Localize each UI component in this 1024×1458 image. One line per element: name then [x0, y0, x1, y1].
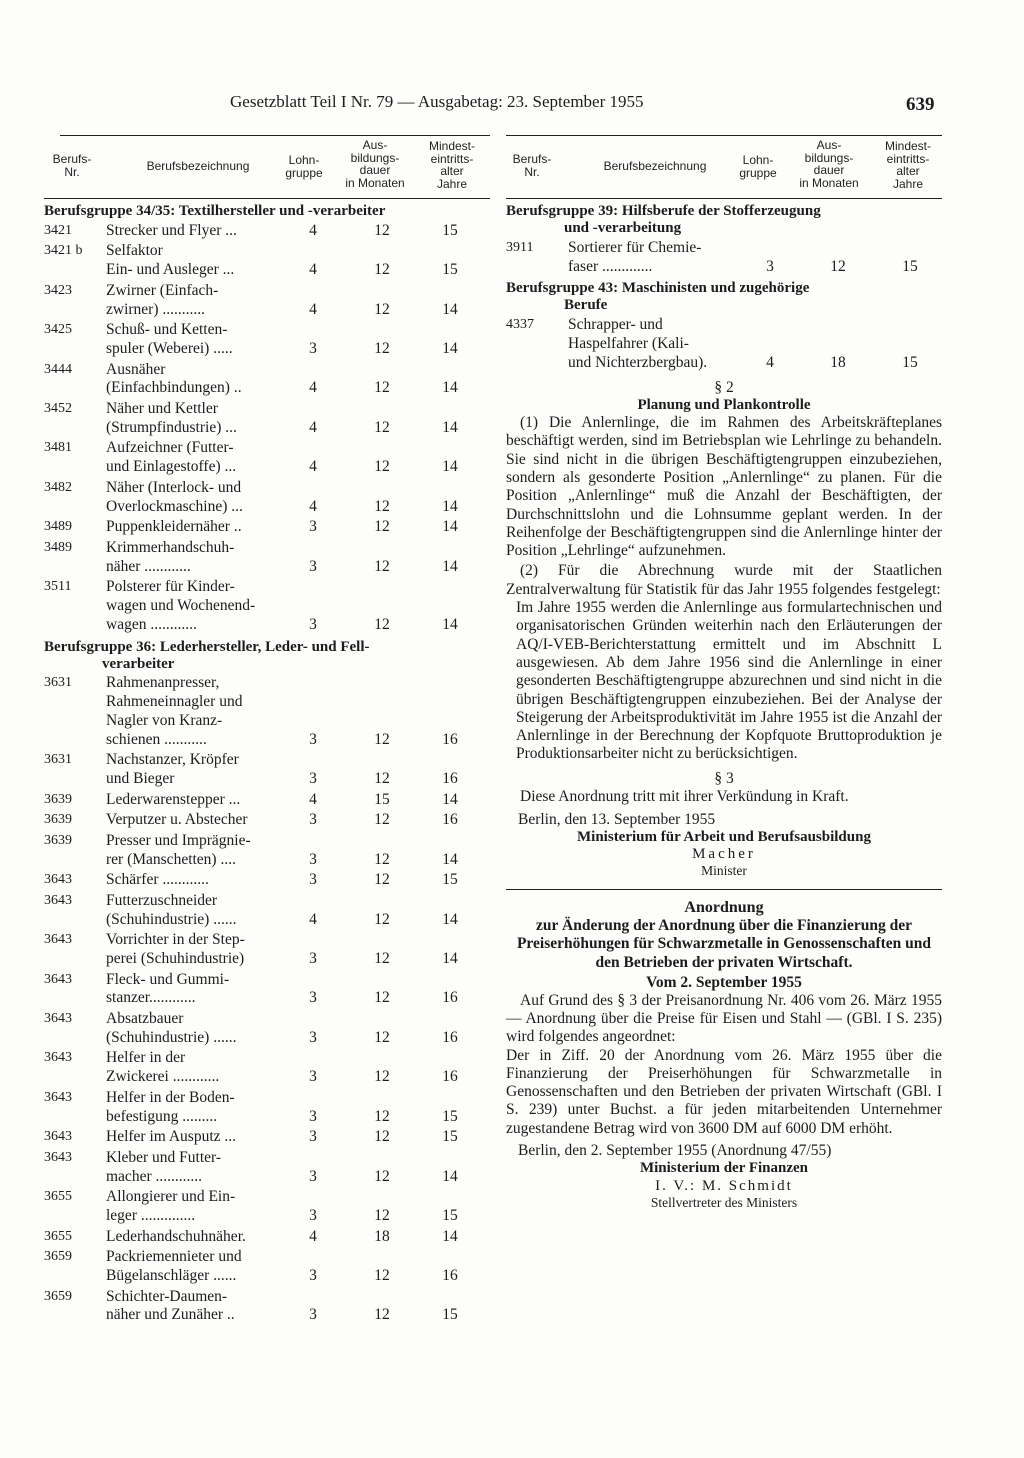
col-header-nr: Berufs- Nr.	[52, 152, 92, 179]
occupation-name-line: macher ............	[106, 1167, 202, 1185]
occupation-group-title	[44, 639, 490, 673]
min-entry-age: 16	[442, 770, 458, 788]
occupation-name-line: Aufzeichner (Futter-	[106, 439, 234, 457]
min-entry-age: 14	[442, 557, 458, 575]
min-entry-age: 15	[442, 871, 458, 889]
wage-group: 4	[309, 1227, 317, 1245]
occupation-number: 3655	[44, 1189, 72, 1205]
training-months: 18	[830, 353, 846, 371]
occupation-number: 3643	[44, 1089, 72, 1105]
wage-group: 4	[766, 353, 774, 371]
group-title-line: und -verarbeitung	[564, 220, 682, 236]
table-header	[506, 136, 942, 198]
training-months: 12	[374, 557, 390, 575]
occupation-number: 3643	[44, 872, 72, 888]
occupation-number: 3489	[44, 519, 72, 535]
occupation-name-line: Näher und Kettler	[106, 399, 218, 417]
occupation-name-line: Presser und Imprägnie-	[106, 831, 251, 849]
table-row	[44, 1010, 490, 1048]
min-entry-age: 15	[442, 1107, 458, 1125]
section-2-paragraph-1: (1) Die Anlernlinge, die im Rahmen des Arbeitskräfteplanes beschäftigt werden, sind im Betriebsplan wie Lehrlinge zu behandeln. Sie sind nicht in die übrigen Beschäftigtengruppen einzubeziehen, sondern als gesonderte Position „Anlernlinge“ zu planen. Für die Position „Anlernlinge“ muß die Anzahl der Beschäftigten, der Durchschnittslohn und die Lohnsumme geplant werden. In der Reihenfolge der Beschäftigtengruppen sind die Anlernlinge hinter der Position „Lehrlinge“ aufzunehmen.	[506, 414, 942, 560]
occupation-name	[44, 1149, 314, 1187]
col-header-alter: Mindest- eintritts- alter Jahre	[884, 139, 931, 191]
section-2-paragraph-2: (2) Für die Abrechnung wurde mit der Staatlichen Zentralverwaltung für Statistik für das Jahr 1955 folgendes festgelegt:	[506, 562, 942, 598]
table-row	[44, 931, 490, 969]
min-entry-age: 16	[442, 811, 458, 829]
occupation-name-line: schienen ...........	[106, 730, 207, 748]
min-entry-age: 15	[902, 353, 918, 371]
training-months: 12	[374, 418, 390, 436]
occupation-name-line: Futterzuschneider	[106, 891, 218, 909]
occupation-name	[44, 518, 314, 537]
min-entry-age: 15	[442, 1128, 458, 1146]
occupation-name-line: wagen und Wochenend-	[106, 596, 256, 614]
wage-group: 3	[309, 1167, 317, 1185]
col-header-lohn: Lohn- gruppe	[739, 153, 777, 180]
wage-group: 3	[309, 1266, 317, 1284]
occupation-name	[44, 321, 314, 359]
occupation-name-line: faser .............	[568, 257, 653, 275]
signature-2-name: I. V.: M. Schmidt	[655, 1177, 793, 1194]
occupation-name-line: perei (Schuhindustrie)	[106, 950, 245, 968]
training-months: 12	[374, 910, 390, 928]
occupation-name-line: (Schuhindustrie) ......	[106, 910, 237, 928]
occupation-name-line: spuler (Weberei) .....	[106, 339, 233, 357]
occupation-number: 3655	[44, 1228, 72, 1244]
min-entry-age: 14	[442, 1167, 458, 1185]
wage-group: 4	[309, 458, 317, 476]
section-3-mark: § 3	[714, 769, 734, 787]
wage-group: 3	[766, 257, 774, 275]
table-row	[44, 242, 490, 280]
min-entry-age: 14	[442, 418, 458, 436]
table-row	[44, 1128, 490, 1147]
occupation-name-line: Vorrichter in der Step-	[106, 931, 245, 949]
occupation-number: 3643	[44, 892, 72, 908]
wage-group: 4	[309, 300, 317, 318]
wage-group: 4	[309, 221, 317, 239]
occupation-name-line: wagen ............	[106, 615, 197, 633]
training-months: 12	[374, 221, 390, 239]
min-entry-age: 14	[442, 910, 458, 928]
occupation-number: 4337	[506, 317, 534, 333]
occupation-number: 3659	[44, 1249, 72, 1265]
occupation-group-title	[506, 280, 942, 314]
wage-group: 3	[309, 730, 317, 748]
wage-group: 3	[309, 1107, 317, 1125]
training-months: 18	[374, 1227, 390, 1245]
signature-1-place-date: Berlin, den 13. September 1955	[518, 810, 716, 828]
min-entry-age: 15	[442, 261, 458, 279]
min-entry-age: 16	[442, 1028, 458, 1046]
table-row	[44, 479, 490, 517]
left-groups	[44, 203, 490, 1325]
occupation-name-line: Helfer in der Boden-	[106, 1088, 235, 1106]
signature-1-title: Minister	[701, 863, 747, 879]
min-entry-age: 14	[442, 379, 458, 397]
occupation-number: 3452	[44, 400, 72, 416]
occupation-name-line: Zwirner (Einfach-	[106, 281, 219, 299]
occupation-name	[44, 1049, 314, 1087]
occupation-name-line: Zwickerei ............	[106, 1068, 220, 1086]
occupation-name-line: und Einlagestoffe) ...	[106, 458, 237, 476]
table-header	[44, 136, 490, 198]
wage-group: 4	[309, 379, 317, 397]
table-row	[44, 222, 490, 241]
wage-group: 3	[309, 1128, 317, 1146]
occupation-name	[44, 1128, 314, 1147]
occupation-name-line: Puppenkleidernäher ..	[106, 518, 242, 536]
section-2-mark: § 2	[714, 378, 734, 396]
wage-group: 3	[309, 339, 317, 357]
wage-group: 3	[309, 950, 317, 968]
col-header-bez: Berufsbezeichnung	[146, 159, 250, 173]
training-months: 12	[374, 615, 390, 633]
occupation-name-line: Ausnäher	[106, 360, 166, 378]
signature-2-title: Stellvertreter des Ministers	[650, 1194, 798, 1210]
occupation-number: 3659	[44, 1288, 72, 1304]
occupation-number: 3643	[44, 1011, 72, 1027]
training-months: 12	[374, 1266, 390, 1284]
table-row	[44, 1228, 490, 1247]
occupation-name-line: Nagler von Kranz-	[106, 711, 223, 729]
occupation-name-line: (Einfachbindungen) ..	[106, 379, 242, 397]
occupation-name-line: Schrapper- und	[568, 316, 663, 334]
wage-group: 3	[309, 615, 317, 633]
occupation-name	[44, 892, 314, 930]
table-row	[44, 751, 490, 789]
occupation-name-line: Lederwarenstepper ...	[106, 790, 241, 808]
occupation-name-line: Rahmenanpresser,	[106, 674, 220, 692]
occupation-name-line: Verputzer u. Abstecher	[106, 811, 248, 829]
training-months: 12	[374, 1128, 390, 1146]
occupation-name	[44, 971, 314, 1009]
training-months: 12	[374, 871, 390, 889]
min-entry-age: 15	[442, 1306, 458, 1324]
table-header-rule	[44, 198, 490, 199]
table-row	[44, 539, 490, 577]
wage-group: 4	[309, 790, 317, 808]
col-header-lohn: Lohn- gruppe	[285, 153, 323, 180]
col-header-nr: Berufs- Nr.	[512, 152, 552, 179]
occupation-name-line: und Nichterzbergbau).	[568, 353, 708, 371]
occupation-name-line: Ein- und Ausleger ...	[106, 261, 235, 279]
wage-group: 3	[309, 871, 317, 889]
wage-group: 3	[309, 770, 317, 788]
occupation-number: 3639	[44, 832, 72, 848]
min-entry-age: 14	[442, 518, 458, 536]
occupation-number: 3911	[506, 239, 534, 255]
occupation-name-line: Rahmeneinnagler und	[106, 693, 243, 711]
occupation-name-line: Sortierer für Chemie-	[568, 238, 702, 256]
occupation-name	[44, 242, 314, 280]
section-divider	[506, 889, 942, 890]
table-header-rule	[506, 198, 942, 199]
group-title-line: verarbeiter	[102, 655, 175, 672]
running-header: Gesetzblatt Teil I Nr. 79 — Ausgabetag: 23. September 1955	[230, 92, 644, 111]
table-row	[44, 1288, 490, 1326]
training-months: 12	[374, 261, 390, 279]
wage-group: 3	[309, 1068, 317, 1086]
occupation-name	[44, 1188, 314, 1226]
occupation-name	[44, 578, 314, 634]
section-2-title: Planung und Plankontrolle	[637, 397, 811, 414]
table-row	[44, 400, 490, 438]
occupation-name-line: Schuß- und Ketten-	[106, 321, 228, 339]
table-row	[44, 578, 490, 634]
occupation-name	[44, 400, 314, 438]
occupation-name-line: Näher (Interlock- und	[106, 478, 242, 496]
occupation-name	[44, 811, 314, 830]
training-months: 12	[374, 811, 390, 829]
wage-group: 3	[309, 1306, 317, 1324]
occupation-name-line: zwirner) ...........	[106, 300, 205, 318]
col-header-dauer: Aus- bildungs- dauer in Monaten	[799, 138, 859, 190]
occupation-name-line: Strecker und Flyer ...	[106, 221, 237, 239]
table-row	[44, 1149, 490, 1187]
occupation-name-line: (Strumpfindustrie) ...	[106, 418, 237, 436]
occupation-number: 3643	[44, 1050, 72, 1066]
group-title-line: Berufsgruppe 36: Lederhersteller, Leder- und Fell-	[44, 638, 370, 655]
occupation-name	[44, 1228, 314, 1247]
table-row	[44, 892, 490, 930]
min-entry-age: 15	[442, 1206, 458, 1224]
anordnung-title: Anordnung	[684, 898, 764, 916]
occupation-name	[44, 361, 314, 399]
table-row	[44, 832, 490, 870]
training-months: 12	[830, 257, 846, 275]
occupation-number: 3423	[44, 282, 72, 298]
occupation-name-line: Schärfer ............	[106, 871, 209, 889]
anordnung-paragraph-1: Auf Grund des § 3 der Preisanordnung Nr. 406 vom 26. März 1955 — Anordnung über die Preise für Eisen und Stahl — (GBl. I S. 235) wird folgendes angeordnet:	[506, 991, 942, 1046]
occupation-number: 3639	[44, 812, 72, 828]
occupation-name-line: Bügelanschläger ......	[106, 1266, 237, 1284]
min-entry-age: 14	[442, 850, 458, 868]
training-months: 12	[374, 379, 390, 397]
wage-group: 3	[309, 1206, 317, 1224]
occupation-name-line: näher und Zunäher ..	[106, 1306, 235, 1324]
occupation-name-line: Absatzbauer	[106, 1010, 184, 1028]
occupation-name	[44, 539, 314, 577]
table-row	[44, 439, 490, 477]
occupation-name	[44, 439, 314, 477]
table-row	[44, 361, 490, 399]
occupation-group-title	[44, 203, 490, 220]
occupation-name-line: Lederhandschuhnäher.	[106, 1227, 246, 1245]
occupation-number: 3425	[44, 322, 72, 338]
occupation-name	[44, 282, 314, 320]
occupation-name-line: Schichter-Daumen-	[106, 1287, 228, 1305]
occupation-name-line: Nachstanzer, Kröpfer	[106, 751, 239, 769]
group-title-line: Berufsgruppe 43: Maschinisten und zugehörige	[506, 280, 810, 297]
min-entry-age: 14	[442, 497, 458, 515]
occupation-group-title	[506, 203, 942, 237]
min-entry-age: 16	[442, 1068, 458, 1086]
occupation-name	[44, 222, 314, 241]
training-months: 12	[374, 1107, 390, 1125]
group-title-line: Berufe	[564, 297, 608, 314]
training-months: 12	[374, 1068, 390, 1086]
table-row	[44, 282, 490, 320]
table-row	[44, 971, 490, 1009]
occupation-name	[44, 871, 314, 890]
table-row	[44, 518, 490, 537]
min-entry-age: 14	[442, 339, 458, 357]
occupation-number: 3421	[44, 222, 72, 238]
table-row	[506, 239, 942, 277]
table-row	[44, 321, 490, 359]
occupation-name-line: Packriemennieter und	[106, 1248, 242, 1266]
occupation-name-line: und Bieger	[106, 770, 175, 788]
occupation-number: 3631	[44, 752, 72, 768]
section-2-paragraph-3: Im Jahre 1955 werden die Anlernlinge aus formulartechnischen und organisatorischen Gründen weiterhin nach den Erläuterungen der AQ/I-VEB-Berichterstattung ermittelt und im Abschnitt L ausgewiesen. Ab dem Jahre 1956 sind die Anlernlinge in einer gesonderten Beschäftigtengruppe abzurechnen und sind nicht in die übrigen Beschäftigtengruppen einzubeziehen. Bei der Analyse der Steigerung der Arbeitsproduktivität im Jahre 1955 ist die Anzahl der Anlernlinge in der Berechnung der Kopfquote Bruttoproduktion je Produktionsarbeiter nicht zu berücksichtigen.	[516, 599, 942, 763]
min-entry-age: 14	[442, 790, 458, 808]
occupation-number: 3489	[44, 539, 72, 555]
min-entry-age: 14	[442, 950, 458, 968]
occupation-name	[44, 674, 314, 749]
group-title-line: Berufsgruppe 39: Hilfsberufe der Stofferzeugung	[506, 203, 821, 219]
occupation-number: 3511	[44, 579, 72, 595]
right-column	[506, 135, 942, 1210]
occupation-name-line: Kleber und Futter-	[106, 1148, 222, 1166]
signature-1-ministry: Ministerium für Arbeit und Berufsausbildung	[577, 828, 871, 845]
occupation-name	[44, 791, 314, 810]
occupation-name	[506, 239, 781, 277]
training-months: 12	[374, 518, 390, 536]
group-title-line: Berufsgruppe 34/35: Textilhersteller und -verarbeiter	[44, 203, 386, 219]
occupation-name-line: Helfer in der	[106, 1049, 186, 1067]
section-3-paragraph: Diese Anordnung tritt mit ihrer Verkündung in Kraft.	[520, 788, 849, 806]
table-row	[44, 674, 490, 749]
signature-2-place-date: Berlin, den 2. September 1955 (Anordnung 47/55)	[518, 1142, 832, 1159]
occupation-name	[44, 931, 314, 969]
table-row	[44, 811, 490, 830]
occupation-name	[44, 832, 314, 870]
training-months: 12	[374, 730, 390, 748]
training-months: 12	[374, 458, 390, 476]
wage-group: 3	[309, 811, 317, 829]
occupation-name-line: leger ..............	[106, 1206, 196, 1224]
occupation-name-line: Overlockmaschine) ...	[106, 497, 243, 515]
min-entry-age: 16	[442, 730, 458, 748]
wage-group: 3	[309, 518, 317, 536]
col-header-alter: Mindest- eintritts- alter Jahre	[428, 139, 475, 191]
training-months: 12	[374, 300, 390, 318]
right-groups	[506, 203, 942, 373]
occupation-name	[44, 751, 314, 789]
occupation-name	[44, 479, 314, 517]
occupation-name-line: Fleck- und Gummi-	[106, 970, 230, 988]
training-months: 12	[374, 497, 390, 515]
min-entry-age: 14	[442, 458, 458, 476]
training-months: 12	[374, 770, 390, 788]
training-months: 12	[374, 1306, 390, 1324]
table-row	[44, 1188, 490, 1226]
occupation-number: 3643	[44, 932, 72, 948]
wage-group: 3	[309, 989, 317, 1007]
wage-group: 4	[309, 418, 317, 436]
wage-group: 3	[309, 1028, 317, 1046]
col-header-bez: Berufsbezeichnung	[603, 159, 707, 173]
min-entry-age: 14	[442, 300, 458, 318]
training-months: 12	[374, 989, 390, 1007]
occupation-name-line: Polsterer für Kinder-	[106, 578, 235, 596]
occupation-name-line: Allongierer und Ein-	[106, 1188, 236, 1206]
wage-group: 4	[309, 261, 317, 279]
min-entry-age: 14	[442, 1227, 458, 1245]
wage-group: 4	[309, 497, 317, 515]
occupation-number: 3639	[44, 791, 72, 807]
anordnung-date: Vom 2. September 1955	[646, 973, 802, 991]
occupation-name-line: (Schuhindustrie) ......	[106, 1028, 237, 1046]
wage-group: 3	[309, 557, 317, 575]
occupation-number: 3643	[44, 971, 72, 987]
signature-2-ministry: Ministerium der Finanzen	[639, 1160, 809, 1176]
occupation-name-line: rer (Manschetten) ....	[106, 850, 236, 868]
occupation-name-line: befestigung .........	[106, 1107, 218, 1125]
min-entry-age: 16	[442, 1266, 458, 1284]
training-months: 15	[374, 790, 390, 808]
occupation-number: 3482	[44, 479, 72, 495]
table-row	[44, 1248, 490, 1286]
training-months: 12	[374, 1167, 390, 1185]
page-number: 639	[906, 94, 935, 115]
table-row	[44, 1089, 490, 1127]
anordnung-paragraph-2: Der in Ziff. 20 der Anordnung vom 26. März 1955 über die Finanzierung der Preiserhöhungen für Schwarzmetalle in Genossenschaften und den Betrieben der privaten Wirtschaft (GBl. I S. 239) unter Buchst. a für jeden mitarbeitenden Unternehmer zugestandene Betrag wird von 3600 DM auf 6000 DM erhöht.	[506, 1046, 942, 1137]
training-months: 12	[374, 1206, 390, 1224]
min-entry-age: 14	[442, 615, 458, 633]
signature-1-name: Macher	[692, 846, 756, 863]
occupation-number: 3643	[44, 1149, 72, 1165]
min-entry-age: 16	[442, 989, 458, 1007]
occupation-name-line: Selfaktor	[106, 242, 163, 260]
table-row	[506, 316, 942, 372]
occupation-name	[44, 1089, 314, 1127]
wage-group: 3	[309, 850, 317, 868]
table-row	[44, 871, 490, 890]
training-months: 12	[374, 850, 390, 868]
table-row	[44, 791, 490, 810]
min-entry-age: 15	[902, 257, 918, 275]
occupation-number: 3631	[44, 675, 72, 691]
training-months: 12	[374, 1028, 390, 1046]
occupation-name-line: stanzer............	[106, 989, 196, 1007]
occupation-number: 3481	[44, 440, 72, 456]
occupation-number: 3444	[44, 361, 72, 377]
occupation-number: 3421 b	[44, 243, 83, 259]
col-header-dauer: Aus- bildungs- dauer in Monaten	[345, 138, 405, 190]
occupation-name-line: Krimmerhandschuh-	[106, 538, 235, 556]
left-column	[44, 135, 490, 1325]
training-months: 12	[374, 950, 390, 968]
occupation-number: 3643	[44, 1129, 72, 1145]
occupation-name	[44, 1288, 314, 1326]
occupation-name-line: Helfer im Ausputz ...	[106, 1128, 237, 1146]
wage-group: 4	[309, 910, 317, 928]
min-entry-age: 15	[442, 221, 458, 239]
anordnung-subtitle: zur Änderung der Anordnung über die Finanzierung der Preiserhöhungen für Schwarzmetalle in Genossenschaften und den Betrieben der privaten Wirtschaft.	[516, 916, 932, 971]
occupation-name	[44, 1248, 314, 1286]
table-row	[44, 1049, 490, 1087]
occupation-name-line: Haspelfahrer (Kali-	[568, 334, 689, 352]
training-months: 12	[374, 339, 390, 357]
occupation-name-line: näher ............	[106, 557, 191, 575]
occupation-name	[506, 316, 781, 372]
occupation-name	[44, 1010, 314, 1048]
